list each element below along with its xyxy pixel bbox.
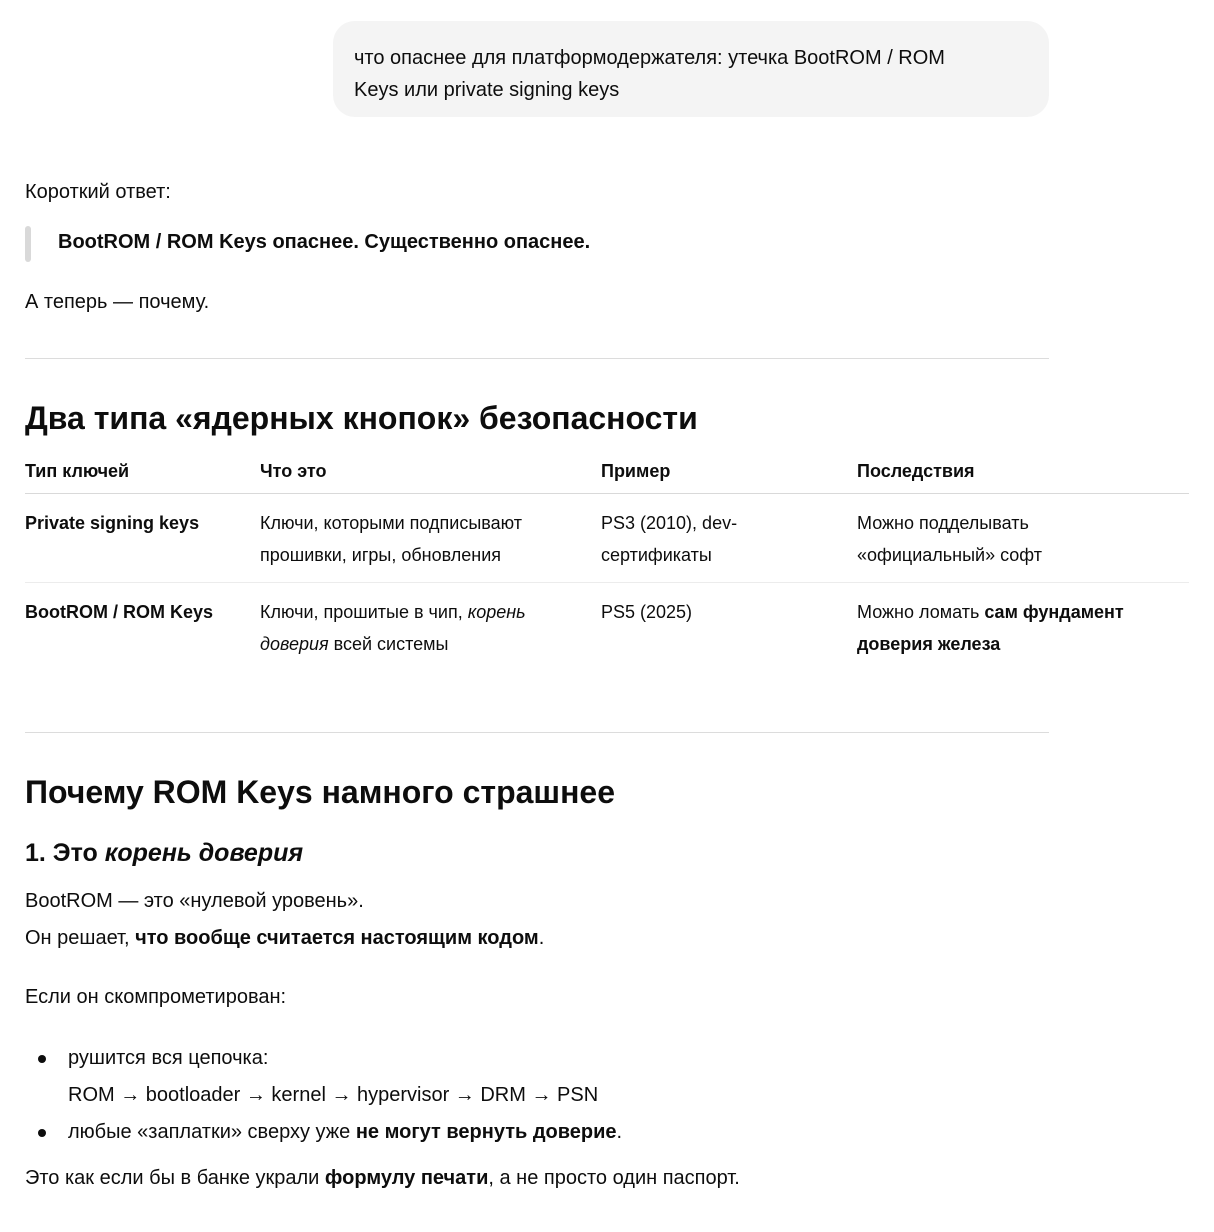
- closing-analogy: [25, 1162, 740, 1194]
- column-header: Тип ключей: [25, 452, 260, 494]
- divider: [25, 732, 1049, 733]
- blockquote-text: BootROM / ROM Keys опаснее. Существенно опаснее.: [58, 231, 591, 253]
- cell-line: прошивки, игры, обновления: [260, 545, 502, 565]
- strong-text: что вообще считается настоящим кодом: [135, 927, 539, 949]
- paragraph-if-compromised: Если он скомпрометирован:: [25, 986, 287, 1008]
- list-item: [25, 1114, 622, 1151]
- blockquote-bar: [25, 226, 31, 262]
- heading-text: 1. Это: [25, 839, 105, 867]
- table-row: [25, 494, 1189, 583]
- paragraph-bootrom-level: BootROM — это «нулевой уровень».: [25, 890, 364, 912]
- cell-key-type: BootROM / ROM Keys: [25, 602, 214, 622]
- bullet-icon: [38, 1055, 46, 1063]
- user-message-line: Keys или private signing keys: [354, 79, 620, 101]
- column-header: Последствия: [857, 452, 1189, 494]
- list-item: [25, 1040, 622, 1114]
- list-item-text: .: [616, 1121, 623, 1143]
- cell-line: Ключи, которыми подписывают: [260, 513, 522, 533]
- paragraph-decides: [25, 922, 544, 954]
- cell-line: «официальный» софт: [857, 545, 1042, 565]
- transition-text: А теперь — почему.: [25, 291, 210, 313]
- column-header: Что это: [260, 452, 601, 494]
- cell-key-type: Private signing keys: [25, 494, 260, 583]
- list-item-text: любые «заплатки» сверху уже: [68, 1121, 356, 1143]
- cell-example: PS5 (2025): [601, 602, 693, 622]
- cell-text: Ключи, прошитые в чип,: [260, 602, 468, 622]
- emphasis-text: корень: [467, 602, 526, 622]
- cell-example: [601, 494, 857, 583]
- cell-what: [260, 583, 601, 672]
- cell-consequence: [857, 494, 1189, 583]
- cell-text: всей системы: [328, 634, 449, 654]
- cell-what: [260, 494, 601, 583]
- answer-blockquote: [25, 224, 1025, 262]
- text: , а не просто один паспорт.: [488, 1167, 740, 1189]
- user-message-bubble: [333, 21, 1049, 117]
- cell-line: Можно подделывать: [857, 513, 1029, 533]
- user-message-line: что опаснее для платформодержателя: утечка BootROM / ROM: [354, 47, 945, 69]
- bullet-icon: [38, 1129, 46, 1137]
- subsection-heading-root-of-trust: [25, 837, 303, 869]
- strong-text: не могут вернуть доверие: [355, 1121, 617, 1143]
- strong-text: формулу печати: [324, 1167, 489, 1189]
- strong-text: доверия железа: [857, 634, 1001, 654]
- cell-line: сертификаты: [601, 545, 712, 565]
- strong-text: сам фундамент: [984, 602, 1124, 622]
- text: Он решает,: [25, 927, 136, 949]
- cell-text: Можно ломать: [857, 602, 985, 622]
- short-answer-label: Короткий ответ:: [25, 181, 171, 203]
- column-header: Пример: [601, 452, 857, 494]
- table-header-row: [25, 452, 1189, 494]
- trust-chain-text: ROM → bootloader → kernel → hypervisor → DRM → PSN: [68, 1084, 599, 1106]
- list-item-text: рушится вся цепочка:: [68, 1047, 269, 1069]
- table-row: [25, 583, 1189, 672]
- section-heading-key-types: Два типа «ядерных кнопок» безопасности: [25, 400, 698, 436]
- consequences-list: [25, 1040, 622, 1151]
- cell-consequence: [857, 583, 1189, 672]
- divider: [25, 358, 1049, 359]
- section-heading-why-rom: Почему ROM Keys намного страшнее: [25, 774, 615, 810]
- text: .: [538, 927, 545, 949]
- cell-line: PS3 (2010), dev-: [601, 513, 738, 533]
- emphasis-text: доверия: [260, 634, 329, 654]
- key-types-table: [25, 452, 1189, 671]
- text: Это как если бы в банке украли: [25, 1167, 325, 1189]
- heading-emphasis: корень доверия: [104, 839, 304, 867]
